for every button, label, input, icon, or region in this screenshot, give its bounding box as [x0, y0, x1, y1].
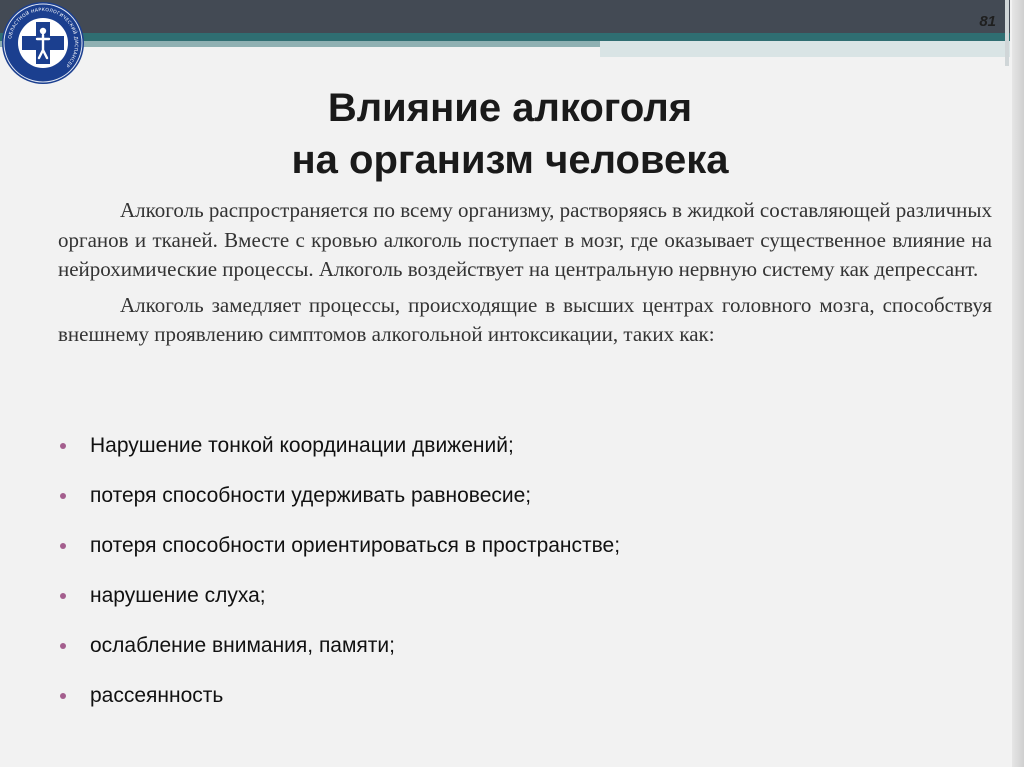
slide-number: 81 — [979, 13, 996, 30]
list-item-text: рассеянность — [90, 684, 224, 707]
list-item — [58, 578, 988, 628]
bullet-icon — [60, 443, 66, 449]
bullet-icon — [60, 543, 66, 549]
list-item-text: Нарушение тонкой координации движений; — [90, 434, 514, 457]
header-banner — [0, 0, 1010, 33]
logo-ring-text: ОБЛАСТНОЙ НАРКОЛОГИЧЕСКИЙ ДИСПАНСЕР — [8, 7, 79, 68]
list-item — [58, 528, 988, 578]
body-text — [58, 196, 992, 356]
list-item-text: потеря способности ориентироваться в пространстве; — [90, 534, 621, 557]
header-light-stripe — [0, 41, 600, 47]
list-item — [58, 428, 988, 478]
paragraph: Алкоголь замедляет процессы, происходящие в высших центрах головного мозга, способствуя внешнему проявлению симптомов алкогольной интоксикации, таких как: — [58, 292, 992, 346]
header-accent-stripe — [0, 33, 1010, 41]
dispensary-logo — [0, 0, 86, 86]
bullet-icon — [60, 493, 66, 499]
paragraph: Алкоголь распространяется по всему организму, растворяясь в жидкой составляющей различных органов и тканей. Вместе с кровью алкоголь поступает в мозг, где оказывает существенное влияние на нейрохимические процессы. Алкоголь воздействует на центральную нервную систему как депрессант. — [58, 198, 992, 281]
list-item — [58, 628, 988, 678]
list-item-text: ослабление внимания, памяти; — [90, 634, 395, 657]
title-line-1: Влияние алкоголя — [327, 86, 693, 130]
slide-title — [60, 82, 960, 186]
bullet-icon — [60, 593, 66, 599]
bullet-icon — [60, 643, 66, 649]
title-line-2: на организм человека — [291, 138, 729, 182]
list-item-text: потеря способности удерживать равновесие; — [90, 484, 532, 507]
list-item — [58, 678, 988, 728]
header-edge — [1005, 0, 1009, 66]
bullet-icon — [60, 693, 66, 699]
symptom-list — [58, 428, 988, 728]
page-edge-shadow — [1012, 0, 1024, 767]
list-item — [58, 478, 988, 528]
list-item-text: нарушение слуха; — [90, 584, 266, 607]
figure-head-icon — [40, 28, 46, 34]
header-light-block — [600, 41, 1010, 57]
